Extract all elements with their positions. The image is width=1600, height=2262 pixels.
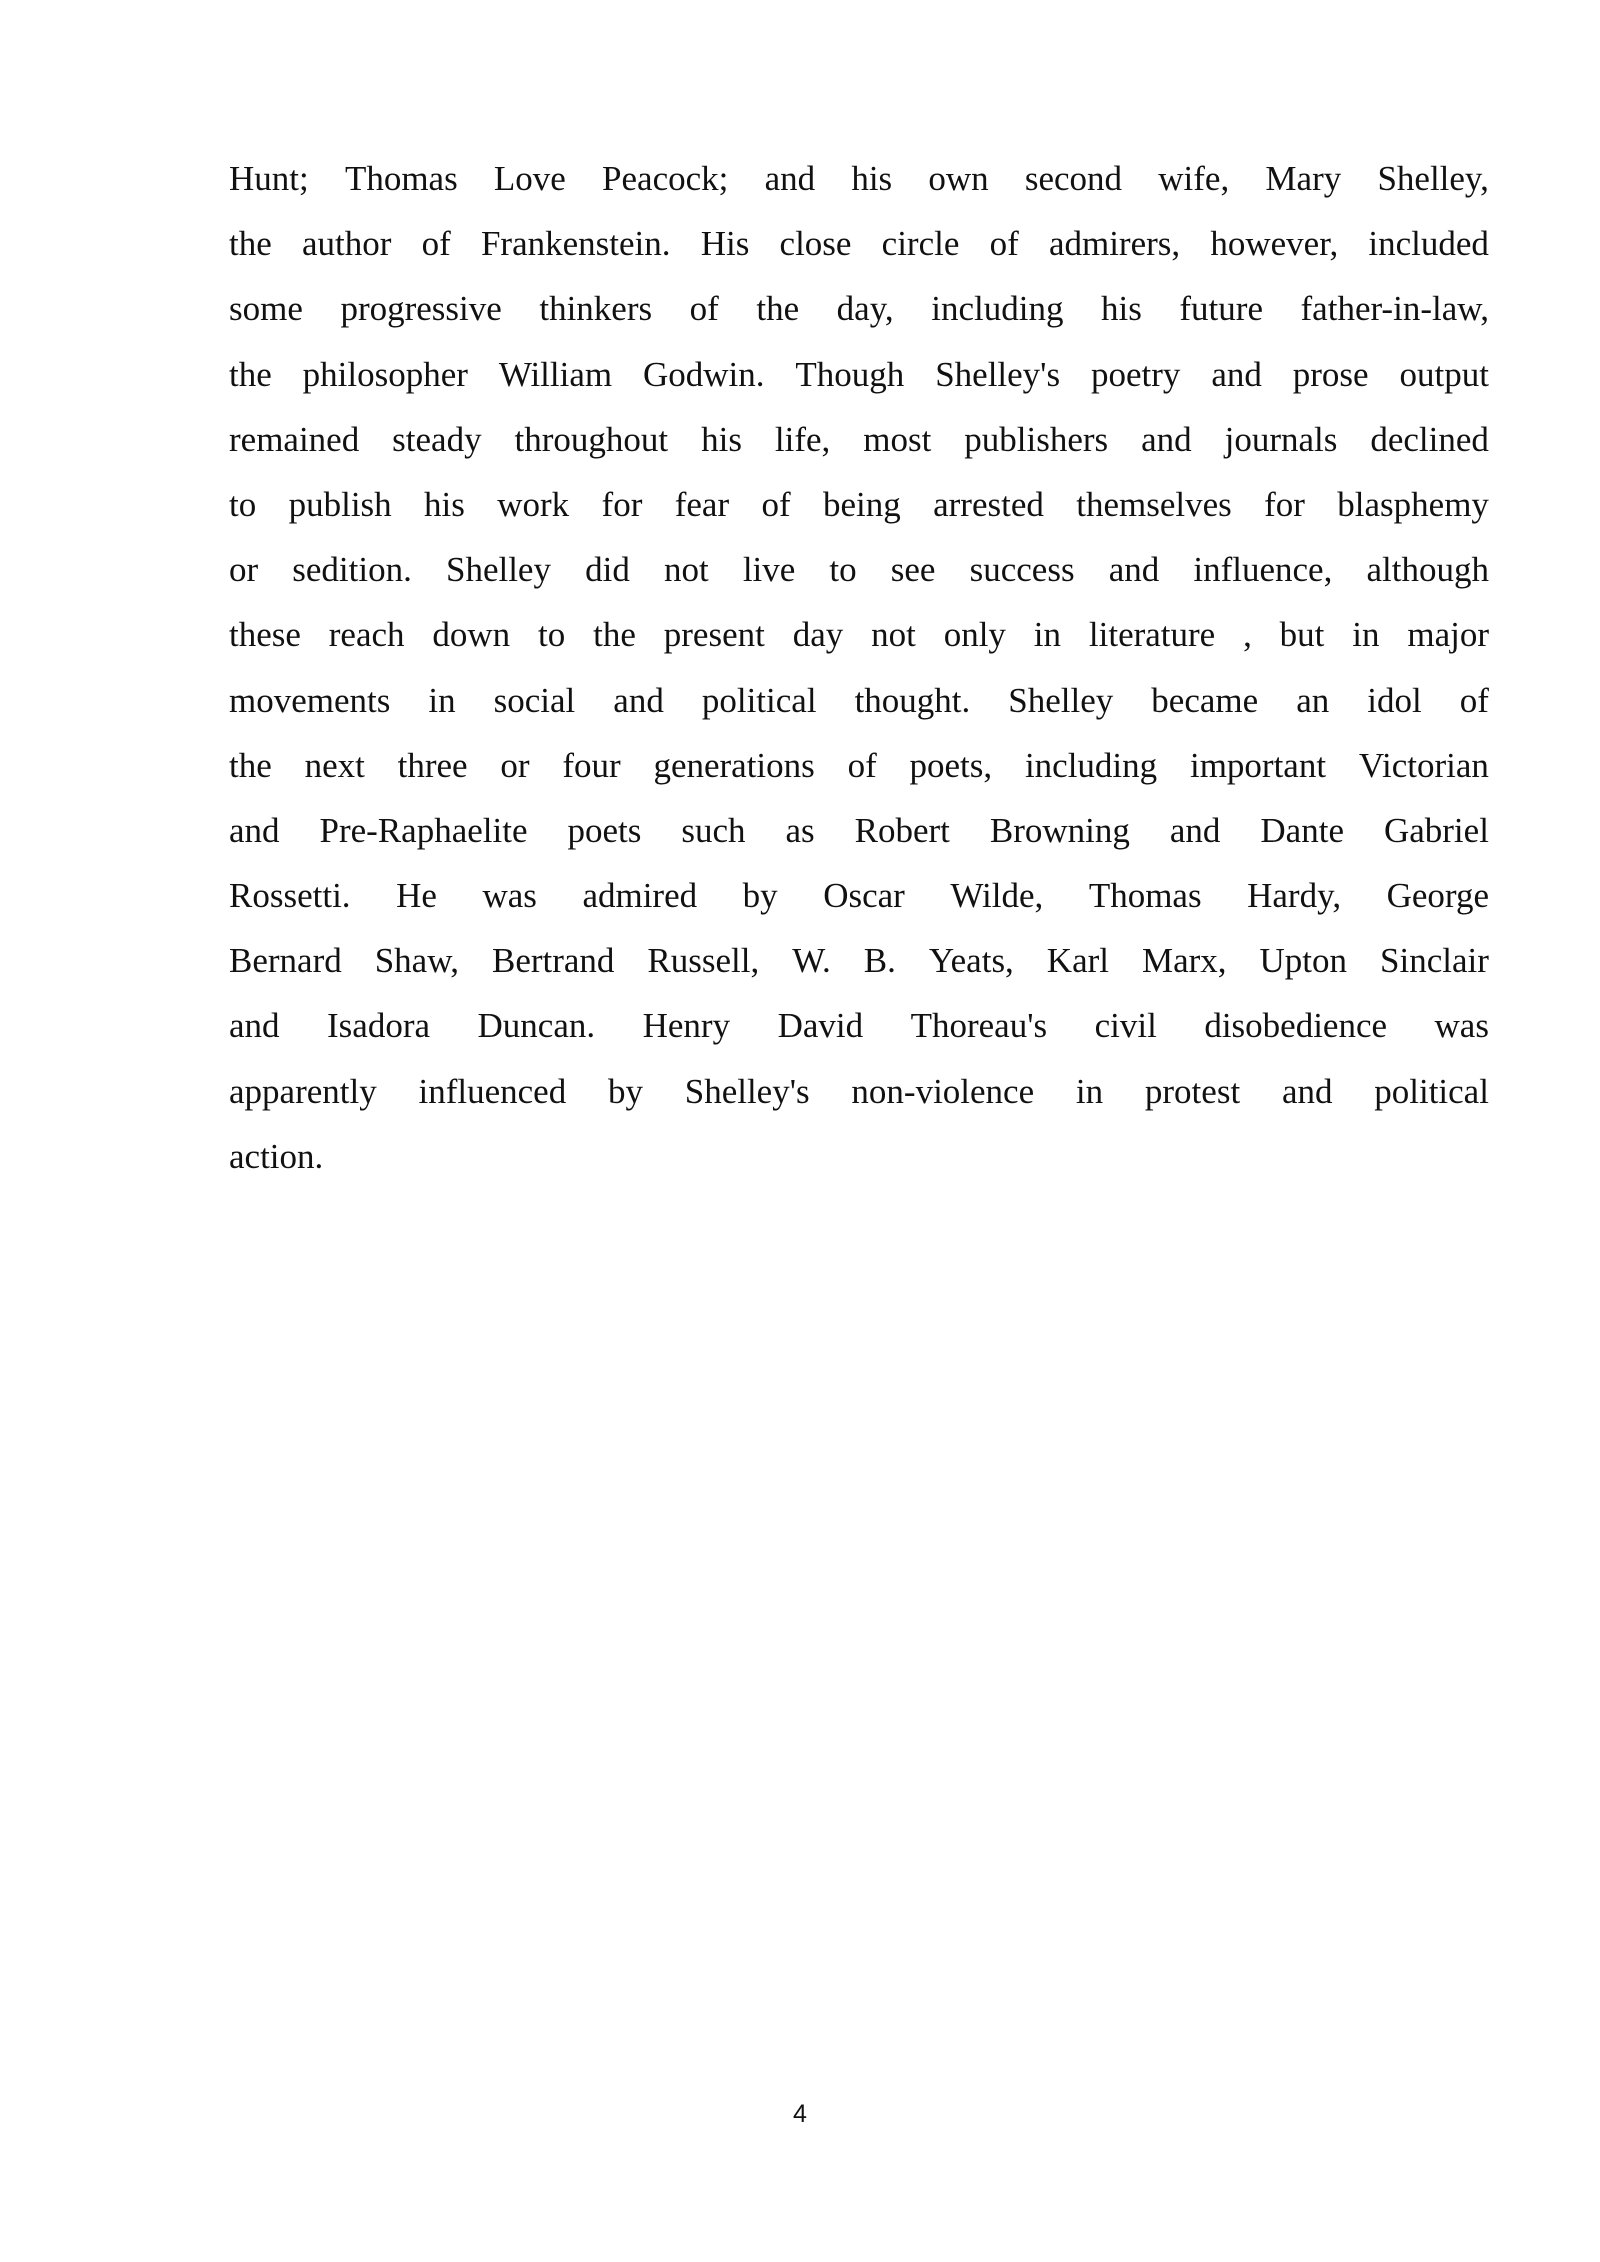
- text-line-13: Bernard Shaw, Bertrand Russell, W. B. Yeats, Karl Marx, Upton Sinclair: [229, 941, 1489, 981]
- text-line-4: the philosopher William Godwin. Though Shelley's poetry and prose output: [229, 354, 1489, 394]
- text-line-16: action.: [229, 1136, 324, 1176]
- text-line-7: or sedition. Shelley did not live to see success and influence, although: [229, 550, 1489, 590]
- text-line-5: remained steady throughout his life, most publishers and journals declined: [229, 419, 1489, 459]
- text-line-12: Rossetti. He was admired by Oscar Wilde, Thomas Hardy, George: [229, 876, 1489, 916]
- page-number: 4: [793, 2100, 807, 2128]
- text-line-10: the next three or four generations of poets, including important Victorian: [229, 745, 1489, 785]
- body-paragraph: [229, 146, 1489, 1189]
- text-line-9: movements in social and political thought. Shelley became an idol of: [229, 680, 1489, 720]
- text-line-8: these reach down to the present day not only in literature , but in major: [229, 615, 1489, 655]
- text-line-11: and Pre-Raphaelite poets such as Robert Browning and Dante Gabriel: [229, 810, 1489, 850]
- text-line-14: and Isadora Duncan. Henry David Thoreau's civil disobedience was: [229, 1006, 1489, 1046]
- text-line-2: the author of Frankenstein. His close circle of admirers, however, included: [229, 224, 1489, 264]
- text-line-1: Hunt; Thomas Love Peacock; and his own second wife, Mary Shelley,: [229, 159, 1489, 198]
- text-line-3: some progressive thinkers of the day, including his future father-in-law,: [229, 289, 1489, 329]
- text-line-6: to publish his work for fear of being arrested themselves for blasphemy: [229, 484, 1489, 524]
- text-line-15: apparently influenced by Shelley's non-violence in protest and political: [229, 1071, 1489, 1111]
